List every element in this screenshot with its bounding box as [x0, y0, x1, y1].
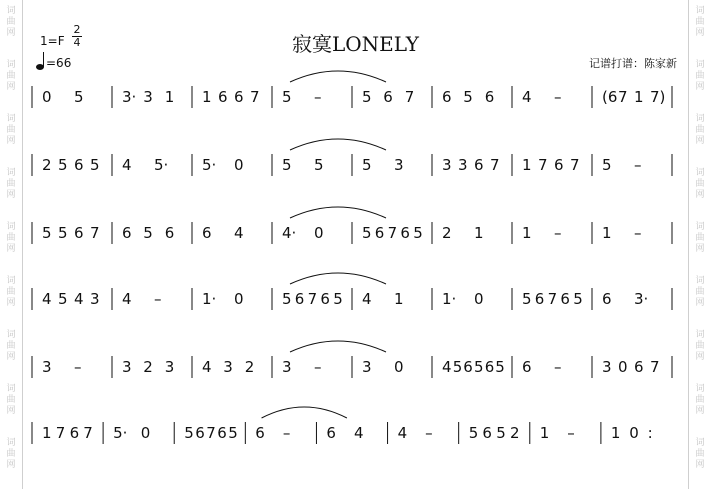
note: 1 [634, 88, 644, 106]
watermark-text: 词 曲 网 [6, 384, 16, 416]
note: 0 [42, 88, 52, 106]
note: 6 [74, 156, 84, 174]
staff-row [32, 341, 672, 378]
tie-arc [290, 273, 386, 284]
note: – [282, 424, 291, 442]
watermark-text: 词 曲 网 [6, 438, 16, 470]
tie-arc [290, 139, 386, 150]
note: 1 [164, 88, 175, 106]
note: 2 [442, 224, 452, 242]
note: 3· [634, 290, 649, 308]
note: 1· [442, 290, 457, 308]
note: 7 [206, 424, 216, 442]
note: 0 [140, 424, 151, 442]
note: 6 [534, 290, 545, 308]
watermark-text: 词 曲 网 [695, 114, 705, 146]
note: 6 [234, 88, 244, 106]
note: 2 [143, 358, 153, 376]
transcriber-credit: 记谱打谱：陈家新 [589, 57, 677, 70]
note: 6 [554, 156, 564, 174]
note: 5 [362, 88, 372, 106]
note: 5 [143, 224, 153, 242]
note: 5 [474, 358, 484, 376]
note: 1 [610, 424, 621, 442]
note: 6 [383, 88, 393, 106]
score-title: 寂寞LONELY [292, 32, 419, 56]
note: 5 [90, 156, 100, 174]
note: 7 [250, 88, 260, 106]
note: 6 [164, 224, 175, 242]
note: 6 [326, 424, 336, 442]
note: – [554, 88, 562, 106]
note: 6 [218, 88, 228, 106]
note: 0 [618, 358, 628, 376]
watermark-text: 词 曲 网 [6, 168, 16, 200]
note: 1 [42, 424, 52, 442]
note: 1 [602, 224, 612, 242]
note: 5 [468, 424, 479, 442]
note: 4 [397, 424, 408, 442]
watermark-text: 词 曲 网 [6, 330, 16, 362]
note: 5 [452, 358, 463, 376]
note: 4 [362, 290, 372, 308]
note: 3 [602, 358, 612, 376]
note: 4 [202, 358, 212, 376]
note: – [425, 424, 433, 442]
note: 6 [463, 358, 473, 376]
note: 2 [510, 424, 520, 442]
note: 6 [320, 290, 330, 308]
note: 1 [522, 156, 532, 174]
note: – [74, 358, 82, 376]
note: – [554, 224, 562, 242]
note: 6 [474, 156, 484, 174]
note: 7 [90, 224, 100, 242]
note: 5 [496, 424, 506, 442]
time-signature-bottom: 4 [73, 36, 81, 49]
watermark-text: 词 曲 网 [695, 168, 705, 200]
staff-row [32, 207, 672, 244]
note: 7 [55, 424, 66, 442]
staff-row [32, 71, 672, 108]
note: 3· [122, 88, 137, 106]
note: 5· [154, 156, 169, 174]
note: 1 [474, 224, 484, 242]
note: 4 [42, 290, 52, 308]
note: 6 [122, 224, 132, 242]
note: 6 [400, 224, 410, 242]
note: 4 [234, 224, 244, 242]
watermark-text: 词 曲 网 [6, 114, 16, 146]
note: 2 [244, 358, 255, 376]
note: 7 [538, 156, 548, 174]
note: 6 [255, 424, 265, 442]
note: 6 [294, 290, 305, 308]
note: 5 [314, 156, 324, 174]
tie-arc [262, 407, 347, 418]
note: 1 [522, 224, 532, 242]
note: 6 [602, 290, 612, 308]
watermark-text: 词 曲 网 [695, 384, 705, 416]
note: 5 [362, 224, 372, 242]
note: 6 [482, 424, 492, 442]
note: 3 [394, 156, 404, 174]
note: – [154, 290, 162, 308]
note: 5 [333, 290, 343, 308]
note: 7 [570, 156, 580, 174]
watermark-text: 词 曲 网 [6, 276, 16, 308]
note: 5 [413, 224, 423, 242]
note: 7 [618, 88, 628, 106]
key-signature: 1=F [40, 34, 65, 48]
time-signature-top: 2 [73, 23, 81, 36]
note: 0 [314, 224, 324, 242]
note: 6 [484, 358, 495, 376]
note: 7 [650, 358, 660, 376]
note: 1· [202, 290, 217, 308]
note: 3 [458, 156, 468, 174]
note: – [554, 358, 562, 376]
tie-arc [290, 71, 386, 82]
note: 4 [122, 290, 132, 308]
note: 5 [573, 290, 583, 308]
note: – [567, 424, 575, 442]
note: 5 [362, 156, 372, 174]
watermark-text: 词 曲 网 [695, 330, 705, 362]
note: 5 [522, 290, 532, 308]
note: 0 [234, 156, 244, 174]
note: 3 [90, 290, 100, 308]
note: 6 [484, 88, 495, 106]
note: 6 [442, 88, 452, 106]
note: 5 [42, 224, 52, 242]
note: 5 [228, 424, 238, 442]
note: – [314, 358, 322, 376]
note: 1 [394, 290, 404, 308]
note: 7 [404, 88, 415, 106]
note: 6 [522, 358, 532, 376]
note: 3 [362, 358, 372, 376]
tempo-value: =66 [46, 56, 72, 70]
note: 5 [602, 156, 612, 174]
note: 7 [547, 290, 558, 308]
note: 4 [354, 424, 364, 442]
note: 4 [442, 358, 452, 376]
note: 1 [539, 424, 550, 442]
note: – [634, 156, 642, 174]
note: 0 [394, 358, 404, 376]
note: 0 [629, 424, 639, 442]
watermark-text: 词 曲 网 [6, 6, 16, 38]
staff-row [32, 407, 653, 444]
note: 6 [69, 424, 80, 442]
watermark-text: 词 曲 网 [695, 60, 705, 92]
note: 3 [223, 358, 233, 376]
tie-arc [290, 207, 386, 218]
note: 5· [113, 424, 128, 442]
note: 4· [282, 224, 297, 242]
note: 3 [143, 88, 153, 106]
note: (6 [602, 88, 618, 106]
note: 3 [442, 156, 452, 174]
note: 5 [282, 290, 292, 308]
watermark-text: 词 曲 网 [695, 276, 705, 308]
note: 5 [74, 88, 84, 106]
note: 7 [490, 156, 500, 174]
watermark-text: 词 曲 网 [695, 438, 705, 470]
note: 5 [58, 290, 68, 308]
note: 5 [184, 424, 194, 442]
note: 4 [74, 290, 84, 308]
watermark-text: 词 曲 网 [695, 222, 705, 254]
note: 3 [122, 358, 132, 376]
note: 5 [495, 358, 505, 376]
note: 5 [282, 156, 292, 174]
note: 6 [74, 224, 84, 242]
note: 4 [522, 88, 532, 106]
note: 0 [474, 290, 484, 308]
note: 7 [83, 424, 93, 442]
note: 3 [282, 358, 292, 376]
watermark-text: 词 曲 网 [6, 60, 16, 92]
note: 3 [42, 358, 52, 376]
note: 1 [202, 88, 212, 106]
note: 5 [58, 224, 68, 242]
note: 6 [634, 358, 644, 376]
staff-row [32, 139, 672, 176]
note: 4 [122, 156, 132, 174]
tie-arc [290, 341, 386, 352]
note: 6 [195, 424, 205, 442]
note: 6 [202, 224, 212, 242]
staff-row [32, 273, 672, 310]
watermark-text: 词 曲 网 [695, 6, 705, 38]
note: 5 [282, 88, 292, 106]
note: 5· [202, 156, 217, 174]
note: 0 [234, 290, 244, 308]
note: 3 [164, 358, 175, 376]
note: – [634, 224, 642, 242]
watermark-text: 词 曲 网 [6, 222, 16, 254]
note: 6 [217, 424, 227, 442]
note: 6 [374, 224, 385, 242]
note: : [647, 424, 653, 442]
note: 2 [42, 156, 52, 174]
note: 5 [58, 156, 68, 174]
note: 7 [387, 224, 398, 242]
note: 7 [307, 290, 318, 308]
note: 7) [650, 88, 666, 106]
note: 6 [560, 290, 570, 308]
note: 5 [463, 88, 473, 106]
note: – [314, 88, 322, 106]
